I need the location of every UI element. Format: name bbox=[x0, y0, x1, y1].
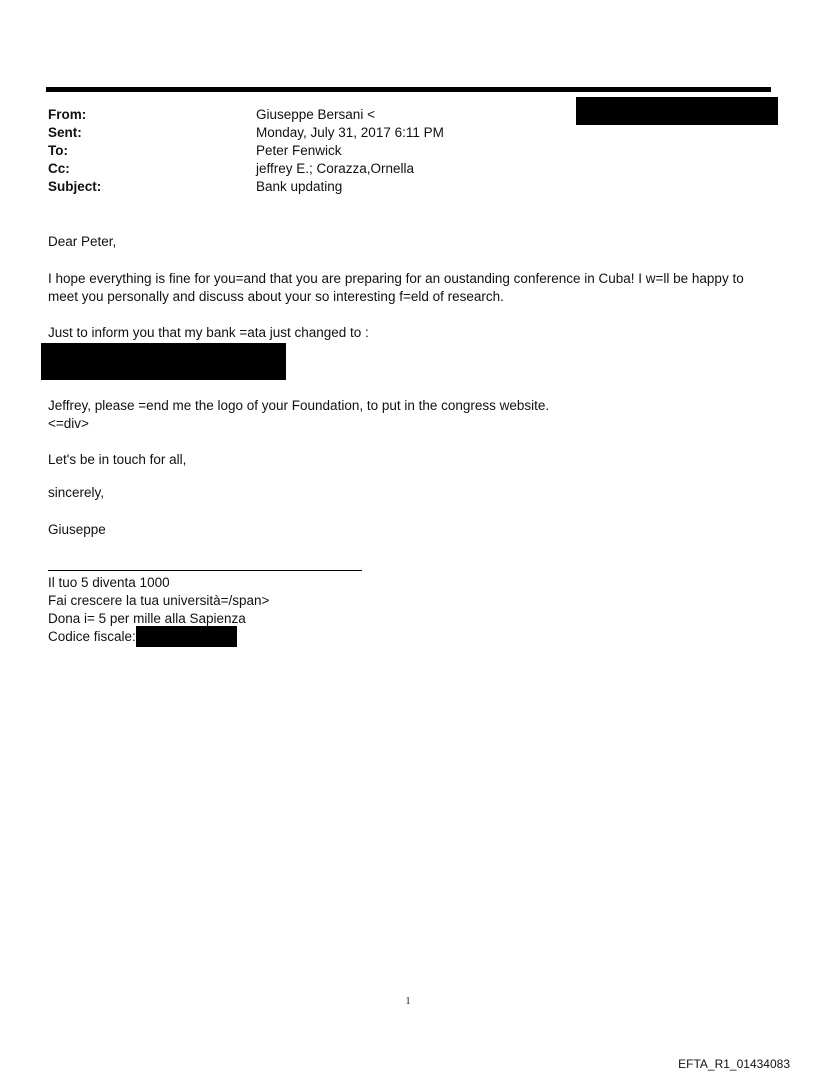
to-value: Peter Fenwick bbox=[256, 143, 342, 158]
signature-line-2: Fai crescere la tua università=/span> bbox=[48, 593, 270, 608]
paragraph-1-line-1: I hope everything is fine for you=and that you are preparing for an oustanding conference in Cuba! I w=ll be happy to bbox=[48, 271, 744, 286]
sent-label: Sent: bbox=[48, 125, 82, 140]
subject-value: Bank updating bbox=[256, 179, 343, 194]
paragraph-3-line: Jeffrey, please =end me the logo of your Foundation, to put in the congress website. bbox=[48, 398, 550, 413]
cc-label: Cc: bbox=[48, 161, 70, 176]
from-row bbox=[48, 106, 768, 124]
redaction-box-bank-data bbox=[41, 343, 286, 380]
to-label: To: bbox=[48, 143, 68, 158]
paragraph-3 bbox=[48, 397, 768, 433]
cc-value: jeffrey E.; Corazza,Ornella bbox=[256, 161, 415, 176]
codice-fiscale-label: Codice fiscale: bbox=[48, 629, 136, 644]
email-header bbox=[48, 106, 768, 196]
paragraph-2: Just to inform you that my bank =ata just changed to : bbox=[48, 325, 369, 340]
signature-line-3: Dona i= 5 per mille alla Sapienza bbox=[48, 611, 246, 626]
signature bbox=[48, 574, 768, 647]
signature-line-4 bbox=[48, 628, 768, 647]
subject-row bbox=[48, 178, 768, 196]
from-label: From: bbox=[48, 107, 87, 122]
closing: sincerely, bbox=[48, 485, 105, 500]
header-divider bbox=[46, 87, 771, 92]
div-artifact: <=div> bbox=[48, 416, 89, 431]
paragraph-1-line-2: meet you personally and discuss about your so interesting f=eld of research. bbox=[48, 289, 504, 304]
paragraph-4: Let's be in touch for all, bbox=[48, 452, 187, 467]
signature-divider bbox=[48, 570, 362, 571]
from-value bbox=[256, 106, 375, 124]
sent-value: Monday, July 31, 2017 6:11 PM bbox=[256, 125, 444, 140]
greeting: Dear Peter, bbox=[48, 234, 117, 249]
sender-name: Giuseppe bbox=[48, 522, 106, 537]
from-sender: Giuseppe Bersani < bbox=[256, 107, 375, 122]
cc-row bbox=[48, 160, 768, 178]
redaction-box-email bbox=[576, 97, 778, 125]
subject-label: Subject: bbox=[48, 179, 102, 194]
paragraph-1 bbox=[48, 270, 768, 306]
redaction-box-codice bbox=[136, 626, 237, 647]
to-row bbox=[48, 142, 768, 160]
signature-line-1: Il tuo 5 diventa 1000 bbox=[48, 575, 170, 590]
page-number: 1 bbox=[405, 996, 411, 1007]
sent-row bbox=[48, 124, 768, 142]
document-id: EFTA_R1_01434083 bbox=[678, 1057, 790, 1071]
